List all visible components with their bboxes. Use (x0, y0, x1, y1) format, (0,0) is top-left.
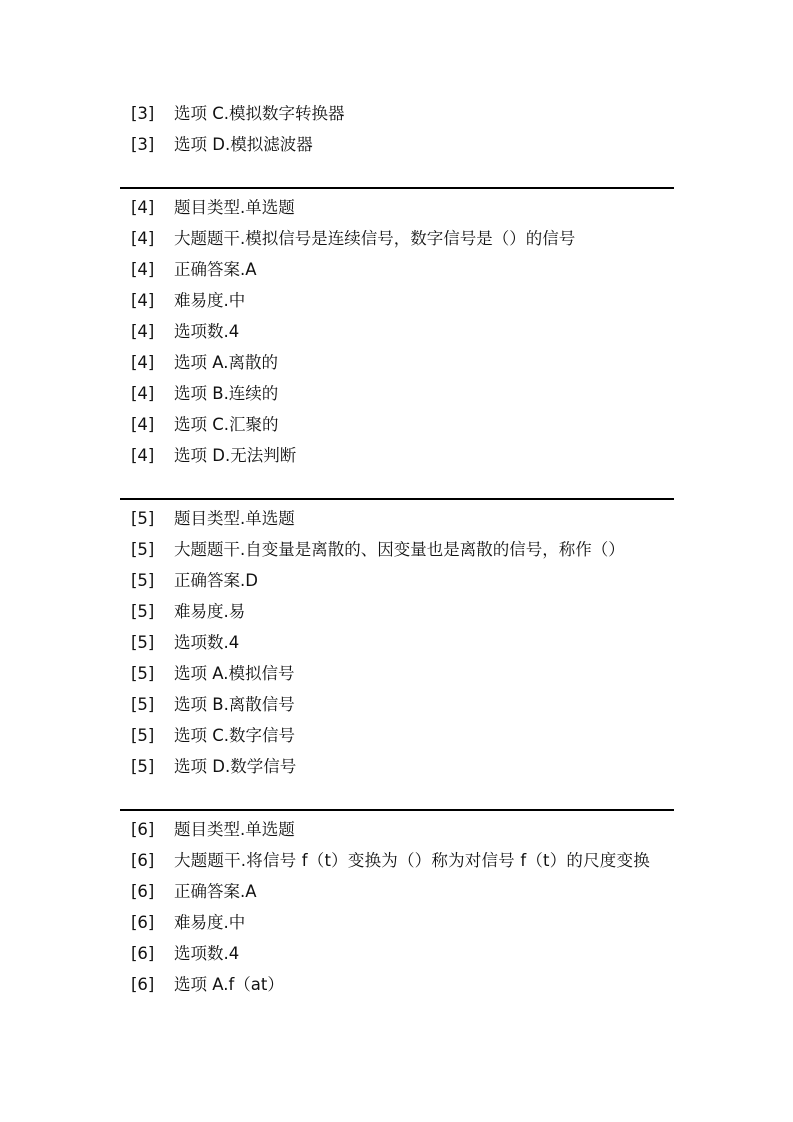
option-c-text: 选项 C.数字信号 (174, 726, 296, 745)
question-number: [4] (131, 198, 155, 217)
difficulty-text: 难易度.中 (174, 913, 246, 932)
question-number: [6] (131, 913, 155, 932)
question-number: [5] (131, 602, 155, 621)
option-a-text: 选项 A.离散的 (174, 353, 278, 372)
question-number: [3] (131, 104, 155, 123)
question-number: [4] (131, 322, 155, 341)
option-count-row (120, 938, 674, 969)
option-d-text: 选项 D.模拟滤波器 (174, 135, 313, 154)
option-count-text: 选项数.4 (174, 633, 240, 652)
question-stem-text: 大题题干.将信号 f（t）变换为（）称为对信号 f（t）的尺度变换 (174, 851, 650, 870)
question-number: [6] (131, 851, 155, 870)
option-d-row (120, 751, 674, 782)
section-divider (120, 498, 674, 500)
question-number: [4] (131, 446, 155, 465)
question-type-row (120, 192, 674, 223)
question-number: [4] (131, 415, 155, 434)
option-count-text: 选项数.4 (174, 944, 240, 963)
question-block-5 (120, 503, 674, 782)
option-c-text: 选项 C.汇聚的 (174, 415, 279, 434)
question-type-text: 题目类型.单选题 (174, 198, 295, 217)
option-b-row (120, 689, 674, 720)
question-number: [5] (131, 695, 155, 714)
document-content (120, 98, 674, 1000)
question-stem-text: 大题题干.模拟信号是连续信号，数字信号是（）的信号 (174, 229, 576, 248)
option-count-row (120, 627, 674, 658)
difficulty-row (120, 907, 674, 938)
question-stem-row (120, 534, 674, 565)
question-type-text: 题目类型.单选题 (174, 820, 295, 839)
question-number: [6] (131, 944, 155, 963)
question-number: [3] (131, 135, 155, 154)
block-gap (120, 160, 674, 187)
option-b-text: 选项 B.连续的 (174, 384, 279, 403)
question-number: [4] (131, 384, 155, 403)
correct-answer-row (120, 565, 674, 596)
difficulty-row (120, 596, 674, 627)
option-c-row (120, 720, 674, 751)
difficulty-text: 难易度.中 (174, 291, 246, 310)
question-type-text: 题目类型.单选题 (174, 509, 295, 528)
option-a-row (120, 658, 674, 689)
question-block-4 (120, 192, 674, 471)
question-type-row (120, 814, 674, 845)
difficulty-row (120, 285, 674, 316)
question-stem-text: 大题题干.自变量是离散的、因变量也是离散的信号，称作（） (174, 540, 625, 559)
option-c-row (120, 409, 674, 440)
option-count-text: 选项数.4 (174, 322, 240, 341)
option-count-row (120, 316, 674, 347)
correct-answer-text: 正确答案.A (174, 882, 257, 901)
option-d-row (120, 129, 674, 160)
question-number: [4] (131, 260, 155, 279)
question-number: [5] (131, 664, 155, 683)
question-number: [4] (131, 353, 155, 372)
question-number: [5] (131, 757, 155, 776)
block-gap (120, 471, 674, 498)
option-d-text: 选项 D.无法判断 (174, 446, 297, 465)
option-d-row (120, 440, 674, 471)
question-number: [5] (131, 509, 155, 528)
correct-answer-row (120, 876, 674, 907)
option-a-row (120, 347, 674, 378)
question-stem-row (120, 845, 674, 876)
section-divider (120, 187, 674, 189)
question-stem-row (120, 223, 674, 254)
correct-answer-row (120, 254, 674, 285)
option-b-row (120, 378, 674, 409)
question-number: [4] (131, 229, 155, 248)
question-number: [5] (131, 726, 155, 745)
question-block-3 (120, 98, 674, 160)
section-divider (120, 809, 674, 811)
correct-answer-text: 正确答案.D (174, 571, 258, 590)
question-number: [5] (131, 571, 155, 590)
option-a-text: 选项 A.f（at） (174, 975, 284, 994)
question-number: [6] (131, 820, 155, 839)
difficulty-text: 难易度.易 (174, 602, 246, 621)
option-c-text: 选项 C.模拟数字转换器 (174, 104, 345, 123)
question-number: [6] (131, 882, 155, 901)
correct-answer-text: 正确答案.A (174, 260, 257, 279)
question-type-row (120, 503, 674, 534)
question-number: [6] (131, 975, 155, 994)
option-a-row (120, 969, 674, 1000)
block-gap (120, 782, 674, 809)
option-a-text: 选项 A.模拟信号 (174, 664, 295, 683)
option-c-row (120, 98, 674, 129)
option-d-text: 选项 D.数学信号 (174, 757, 297, 776)
option-b-text: 选项 B.离散信号 (174, 695, 295, 714)
question-number: [5] (131, 633, 155, 652)
question-number: [4] (131, 291, 155, 310)
question-number: [5] (131, 540, 155, 559)
question-block-6 (120, 814, 674, 1000)
